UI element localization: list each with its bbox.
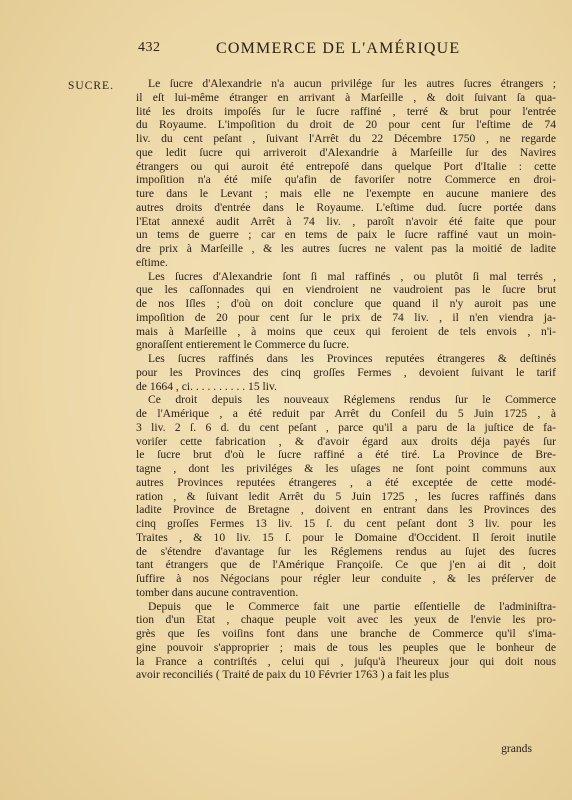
text-line: Traites , & 10 liv. 15 ſ. pour le Domaine d'Occident. Il ſeroit inutile xyxy=(136,530,556,544)
text-line: que les caſſonnades qui en viendroient ne vaudroient pas le ſucre brut xyxy=(136,283,556,297)
page-number: 432 xyxy=(138,40,161,55)
text-line: pour les Provinces des cinq groſſes Fermes , devoient ſuivant le tarif xyxy=(136,365,556,379)
text-line: de nos Iſles ; d'où on doit conclure que quand il n'y auroit pas une xyxy=(136,297,556,310)
text-line: autres Provinces reputées étrangeres , a été exceptée de cette modé- xyxy=(136,475,556,489)
text-line: 3 liv. 2 ſ. 6 d. du cent peſant , parce qu'il a paru de la juſtice de fa- xyxy=(136,420,556,434)
text-line: liv. du cent peſant , ſuivant l'Arrêt du 22 Décembre 1750 , ne regarde xyxy=(136,132,556,145)
text-line: ture dans le Levant ; mais elle ne l'exempte en aucune maniere des xyxy=(136,187,556,200)
body-text xyxy=(136,77,556,682)
text-line: ladite Province de Bretagne , doivent en entrant dans les Provinces des xyxy=(136,503,556,517)
text-line: du Royaume. L'impoſition du droit de 20 pour cent ſur l'eſtime de 74 xyxy=(136,118,556,132)
text-line: avoir reconciliés ( Traité de paix du 10 Février 1763 ) a fait les plus xyxy=(136,668,449,682)
paragraph xyxy=(136,352,556,393)
margin-note: SUCRE. xyxy=(68,80,114,92)
page-header xyxy=(138,40,548,60)
text-line: il eſt lui-même étranger en arrivant à Marſeille , & doit ſuivant ſa qua- xyxy=(136,90,556,104)
text-line: de s'étendre d'avantage ſur les Réglemens rendus au ſujet des ſucres xyxy=(136,544,556,558)
text-line: cinq groſſes Fermes 13 liv. 15 ſ. du cent peſant dont 3 liv. pour les xyxy=(136,517,556,530)
text-line: l'Etat annexé audit Arrêt à 74 liv. , paroît n'avoir été faite que pour xyxy=(136,214,556,228)
text-line: mais à Marſeille , à moins que ceux qui feroient de tels envois , n'i- xyxy=(136,324,556,338)
paragraph xyxy=(136,77,556,270)
text-line: impoſition n'a été miſe qu'afin de favoriſer notre Commerce en droi- xyxy=(136,173,556,187)
text-line: Depuis que le Commerce fait une partie eſſentielle de l'adminiſtra- xyxy=(148,599,556,613)
text-line: eſtime. xyxy=(136,255,168,269)
text-line: Les ſucres raffinés dans les Provinces reputées étrangeres & deſtinés xyxy=(148,352,556,365)
text-line: ſuffire à nos Négocians pour régler leur conduite , & les préſerver de xyxy=(136,572,556,585)
running-head: COMMERCE DE L'AMÉRIQUE xyxy=(216,40,461,57)
text-line: de 1664 , ci. . . . . . . . . . 15 liv. xyxy=(136,379,277,393)
text-line: ration , & ſuivant ledit Arrêt du 5 Juin 1725 , les ſucres raffinés dans xyxy=(136,489,556,503)
paragraph xyxy=(136,393,556,599)
text-line: voriſer cette fabrication , & d'avoir égard aux droits déja payés ſur xyxy=(136,434,556,448)
text-line: lité les droits impoſés ſur le ſucre raffiné , terré & brut pour l'entrée xyxy=(136,104,556,118)
text-line: de l'Amérique , a été reduit par Arrêt du Conſeil du 5 Juin 1725 , à xyxy=(136,407,556,420)
text-line: Les ſucres d'Alexandrie ſont ſi mal raffinés , ou plutôt ſi mal terrés , xyxy=(148,269,556,283)
text-line: dre prix à Marſeille , & les autres ſucres ne valent pas la moitié de ladite xyxy=(136,242,556,255)
text-line: étrangers ou qui auroit été entrepoſé dans quelque Port d'Italie : cette xyxy=(136,159,556,173)
text-line: tion d'un Etat , chaque peuple voit avec les yeux de l'envie les pro- xyxy=(136,613,556,627)
paragraph xyxy=(136,600,556,683)
text-line: la France a contriſtés , celui qui , juſqu'à l'heureux jour qui doit nous xyxy=(136,654,556,668)
text-line: autres droits d'entrée dans le Royaume. L'eſtime dud. ſucre portée dans xyxy=(136,200,556,214)
text-line: le ſucre brut d'où le ſucre raffiné a été tiré. La Province de Bre- xyxy=(136,448,556,462)
text-line: un tems de guerre ; car en tems de paix le ſucre raffiné vaut un moin- xyxy=(136,228,556,242)
text-line: gine pouvoir s'approprier ; mais de tous les peuples que le bonheur de xyxy=(136,640,556,654)
text-line: tant étrangers que de l'Amérique Françoiſe. Ce que j'en ai dit , doit xyxy=(136,558,556,572)
text-line: Ce droit depuis les nouveaux Réglemens rendus ſur le Commerce xyxy=(148,393,556,407)
paragraph xyxy=(136,270,556,353)
catchword: grands xyxy=(501,742,532,755)
text-line: tomber dans aucune contravention. xyxy=(136,585,299,599)
text-line: tagne , dont les priviléges & les uſages ne ſont point communs aux xyxy=(136,462,556,475)
text-line: Le ſucre d'Alexandrie n'a aucun privilége ſur les autres ſucres étrangers ; xyxy=(148,77,556,90)
text-line: gnoraſſent entierement le Commerce du ſucre. xyxy=(136,338,350,352)
text-line: grès que ſes voiſins font dans une branche de Commerce qu'il s'ima- xyxy=(136,627,556,640)
text-line: que ledit ſucre qui arriveroit d'Alexandrie à Marſeille ſur des Navires xyxy=(136,145,556,159)
text-line: impoſition de 20 pour cent ſur le prix de 74 liv. , il n'en viendra ja- xyxy=(136,310,556,324)
